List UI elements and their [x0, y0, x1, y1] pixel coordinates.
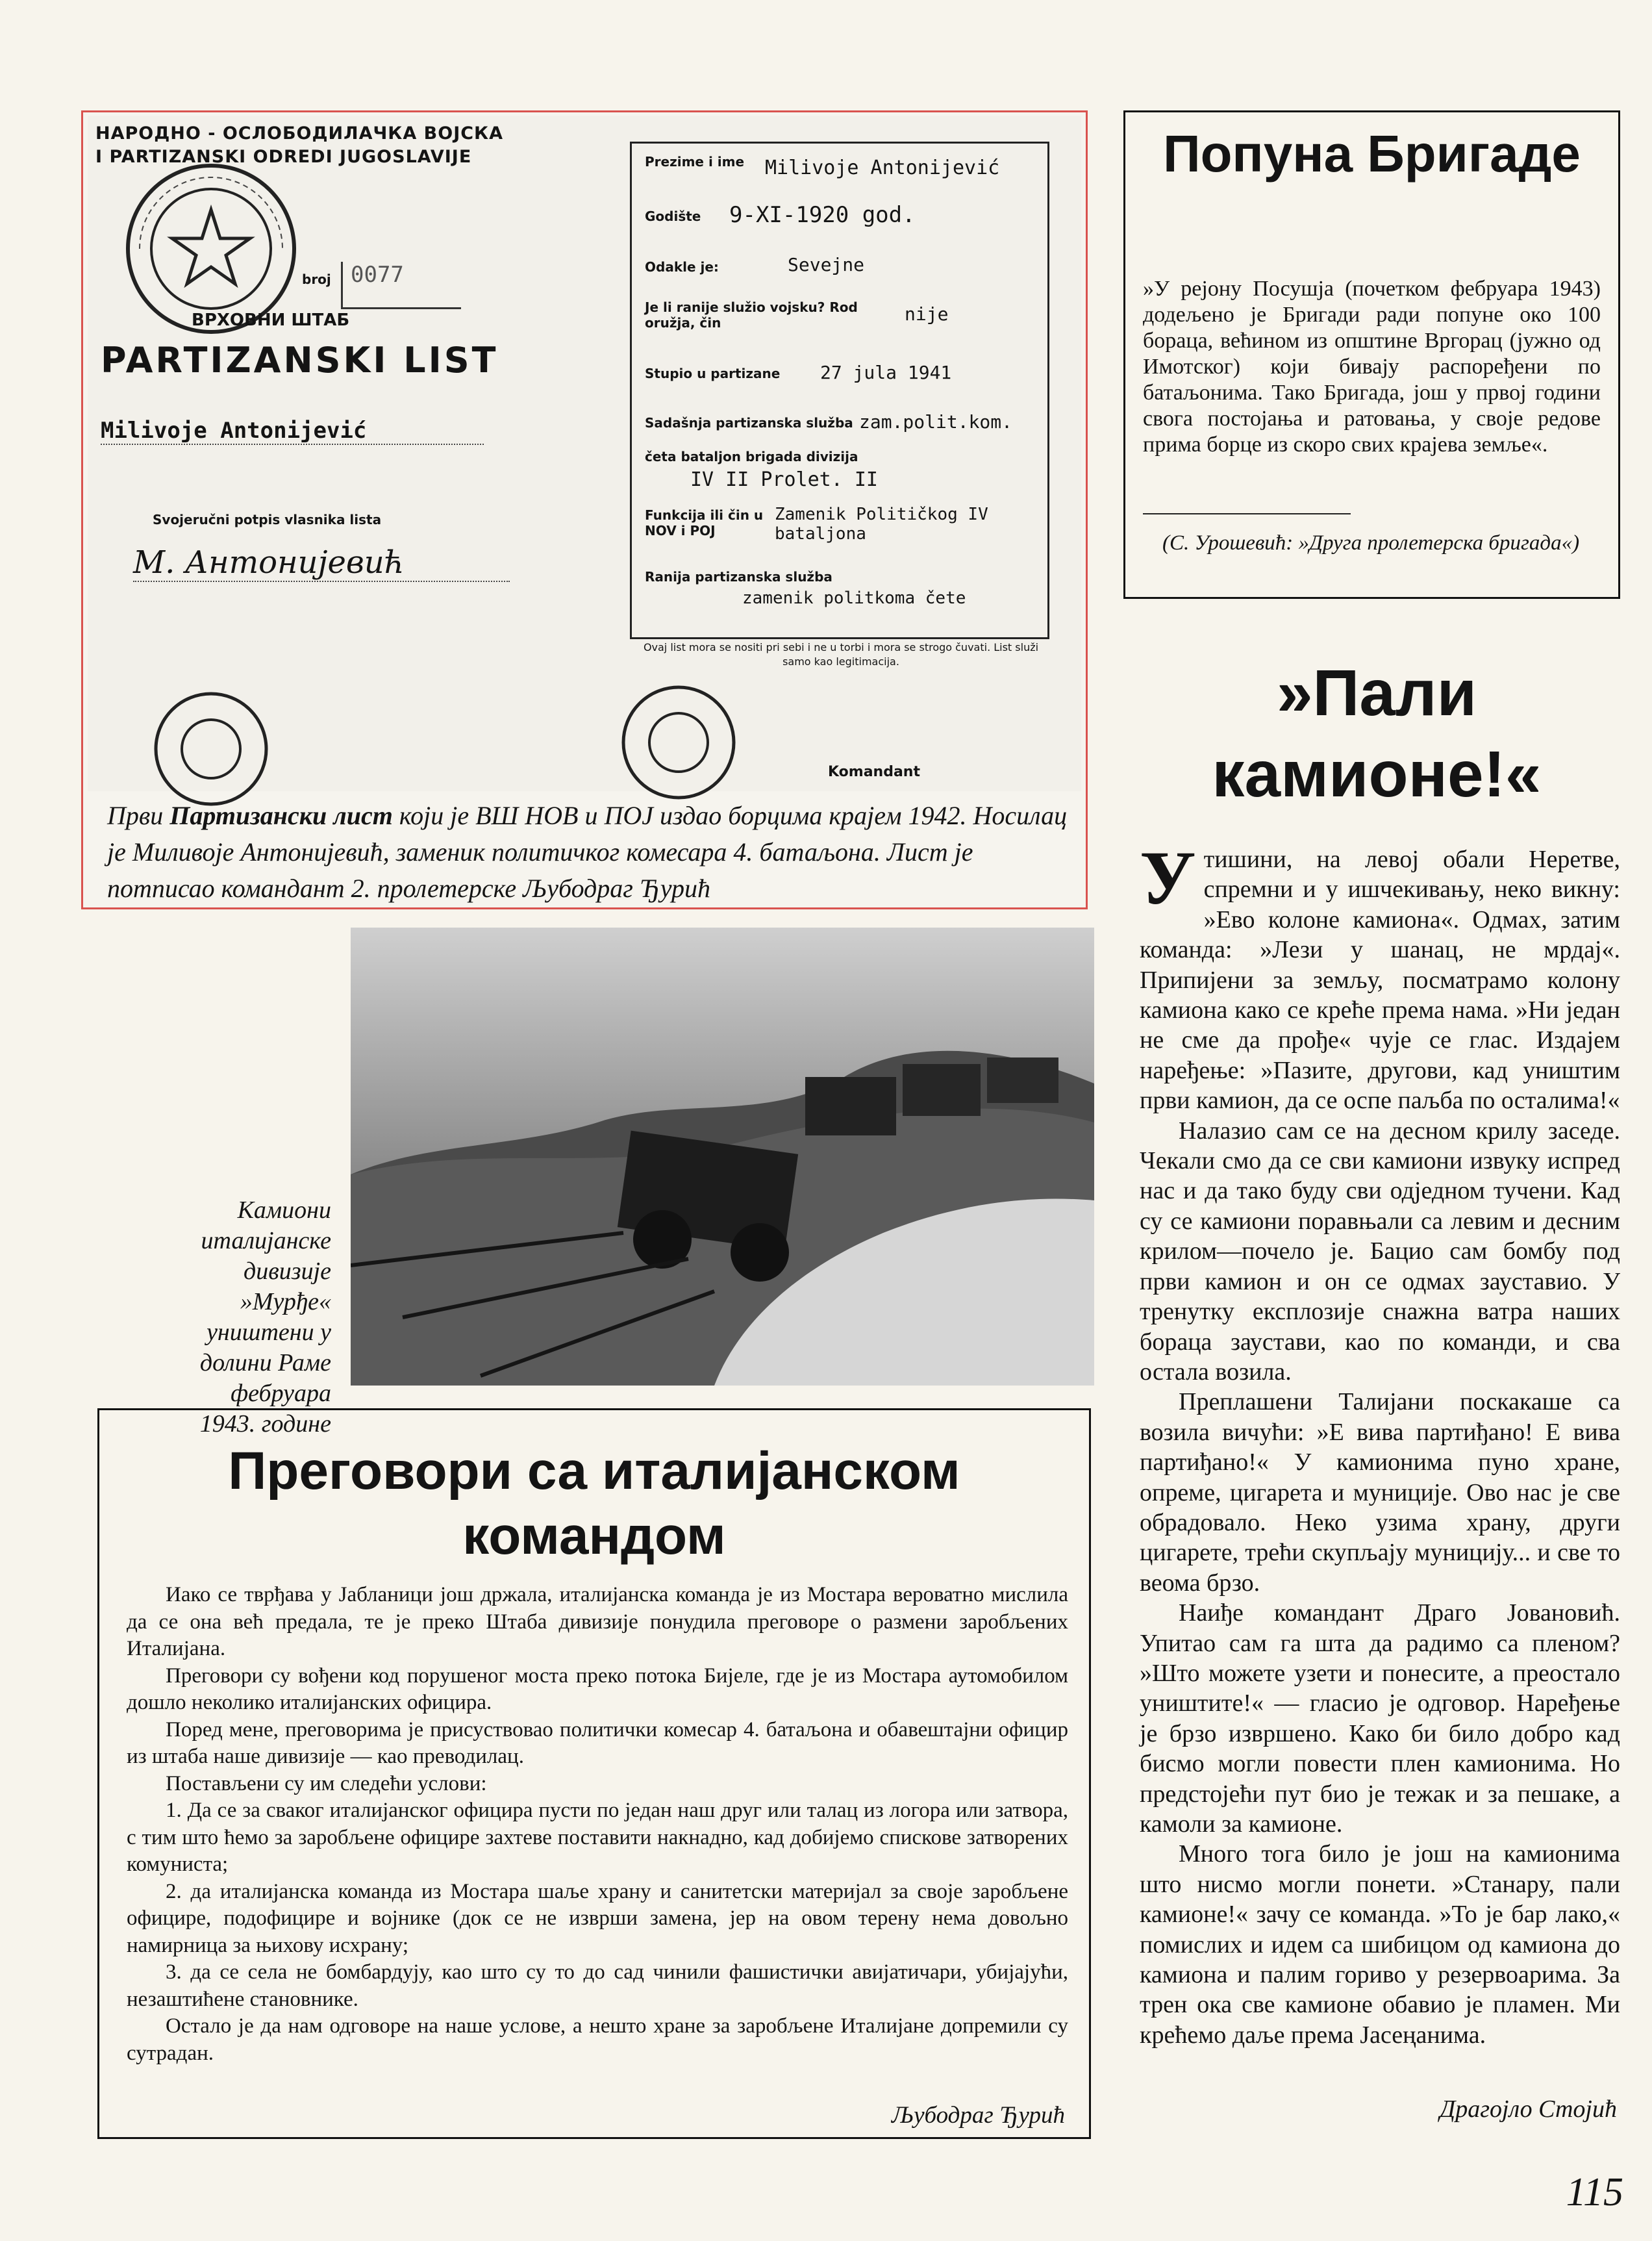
- popuna-source: (С. Урошевић: »Друга пролетерска бригада«): [1162, 531, 1580, 555]
- round-stamp-left: [149, 687, 273, 811]
- destroyed-trucks-photo: [351, 928, 1094, 1386]
- form-row: [645, 202, 1034, 228]
- popuna-divider: [1143, 513, 1351, 514]
- card-header-line1: НАРОДНО - ОСЛОБОДИЛАЧКА ВОЈСКА: [95, 123, 504, 144]
- photo-image: [351, 928, 1094, 1386]
- caption-bold: Партизански лист: [169, 801, 393, 830]
- caption-text: Први: [107, 801, 170, 830]
- id-card-caption: [107, 798, 1075, 907]
- holder-signature: М. Антонијевић: [133, 544, 510, 582]
- paragraph: Наиђе командант Драго Јовановић. Упитао сам га шта да радимо са пленом? »Што можете узети и понесите, а преостало уништите!« — гласио је одговор. Наређење је брзо извршено. Како би било добро кад бисмо могли повести плен камионима. Но предстојећи пут био је тежак и за пешаке, а камоли за камионе.: [1140, 1599, 1620, 1838]
- form-value: 9-XI-1920 god.: [729, 202, 916, 228]
- commander-label: Komandant: [828, 764, 920, 780]
- paragraph: Преговори су вођени код порушеног моста преко потока Бијеле, где је из Мостара аутомобилом дошло неколико италијанских официра.: [127, 1664, 1068, 1714]
- article-body: [1140, 835, 1620, 2050]
- stamp-label: ВРХОВНИ ШТАБ: [192, 310, 350, 330]
- form-label: Prezime i ime: [645, 154, 745, 170]
- form-value: zam.polit.kom.: [859, 411, 1013, 433]
- paragraph: 3. да се села не бомбардују, као што су то до сад чинили фашистички авијатичари, убијајући, незаштићене становнике.: [127, 1960, 1068, 2011]
- form-value: Zamenik Političkog IV bataljona: [775, 505, 988, 544]
- form-value: 27 jula 1941: [820, 362, 952, 383]
- form-label: Je li ranije služio vojsku? Rod oružja, čin: [645, 299, 858, 331]
- paragraph: Иако се тврђава у Јабланици још држала, италијанска команда је из Мостара вероватно мислила да се она већ предала, те је преко Штаба дивизије понудила преговоре о размени заробљених Италијана.: [127, 1583, 1068, 1660]
- signature-label: Svojeručni potpis vlasnika lista: [153, 512, 382, 527]
- form-value: Sevejne: [788, 254, 865, 275]
- article-author: Драгојло Стојић: [1440, 2095, 1617, 2123]
- card-title: PARTIZANSKI LIST: [101, 340, 499, 381]
- partisan-id-card: [88, 116, 1081, 791]
- form-row: [645, 411, 1034, 433]
- paragraph: Постављени су им следећи услови:: [166, 1771, 487, 1795]
- paragraph: Остало је да нам одговоре на наше услове, а нешто хране за заробљене Италијане допремили су сутрадан.: [127, 2014, 1068, 2065]
- negotiations-title: Преговори са италијанском командом: [228, 1441, 960, 1565]
- holder-name: Milivoje Antonijević: [101, 418, 484, 445]
- negotiations-author: Љубодраг Ђурић: [891, 2102, 1065, 2129]
- card-header-line2: I PARTIZANSKI ODREDI JUGOSLAVIJE: [95, 147, 472, 167]
- form-label: četa bataljon brigada divizija: [645, 449, 858, 464]
- form-label: Stupio u partizane: [645, 366, 781, 381]
- card-number: 0077: [341, 262, 461, 309]
- drop-cap: У: [1140, 835, 1196, 920]
- form-row: [645, 154, 1034, 179]
- popuna-body: »У рејону Посушја (почетком фебруара 1943) додељено је Бригади ради попуне око 100 бораца, већином из општине Вргорац (јужно од Имотског) који бивају распоређени по батаљонима. Тако Бригада, још у првој години свога постојања и ратовања, у своје редове прима борце из скоро свих крајева земље«.: [1143, 277, 1601, 457]
- form-value: zamenik politkoma čete: [742, 589, 966, 608]
- form-value: IV II Prolet. II: [690, 468, 878, 491]
- negotiations-body: [127, 1582, 1068, 2067]
- form-label: Odakle je:: [645, 259, 719, 275]
- round-stamp-right: [617, 681, 740, 804]
- popuna-title: Попуна Бригаде: [1163, 125, 1581, 183]
- paragraph: [1140, 835, 1620, 1116]
- paragraph: Преплашени Талијани поскакаше са возила вичући: »Е вива партиђано! Е вива партиђано!« У камионима пуно хране, опреме, цигарета и муниције. Ово нас је све обрадовало. Неко узима храну, други цигарете, трећи скупљају муницију... и све то веома брзо.: [1140, 1388, 1620, 1597]
- form-row: [645, 505, 1034, 544]
- number-label: broj: [302, 272, 331, 287]
- form-row: [645, 299, 1034, 331]
- form-value: nije: [905, 303, 949, 325]
- form-label: Funkcija ili čin u NOV i POJ: [645, 507, 764, 538]
- caption-text: који је ВШ НОВ и ПОЈ издао борцима крајем 1942. Носилац је Миливоје Антонијевић, заменик политичког комесара 4. батаљона. Лист је потписао командант 2. пролетерске Љубодраг Ђурић: [107, 801, 1068, 903]
- photo-caption: Камиони италијанске дивизије »Мурђе« уништени у долини Раме фебруара 1943. године: [199, 1196, 331, 1437]
- form-value: Milivoje Antonijević: [765, 157, 1000, 179]
- form-row: [645, 362, 1034, 383]
- card-note: Ovaj list mora se nositi pri sebi i ne u torbi i mora se strogo čuvati. List služi samo kao legitimacija.: [643, 641, 1039, 668]
- form-row: [645, 254, 1034, 275]
- form-label: Godište: [645, 209, 701, 224]
- paragraph-text: тишини, на левој обали Неретве, спремни и у ишчекивању, неко викну: »Ево колоне камиона«. Одмах, затим команда: »Лези у шанац, не мрдај«. Припијени за земљу, посматрамо колону камиона како се креће према нама. »Ни један не сме да прође« чује се глас. Издајем наређење: »Пазите, другови, кад уништим први камион, да се оспе паљба по осталима!«: [1140, 846, 1620, 1115]
- form-row: [645, 449, 1034, 491]
- form-label: Sadašnja partizanska služba: [645, 415, 853, 431]
- paragraph: 2. да италијанска команда из Мостара шаље храну и санитетски материјал за своје заробљене официре, подофицире и војнике (док се не изврши замена, јер на овом терену нема довољно намирница за њихову исхрану;: [127, 1879, 1068, 1957]
- paragraph: 1. Да се за сваког италијанског официра пусти по један наш друг или талац из логора или затвора, с тим што ћемо за заробљене официре захтеве поставити накнадно, кад добијемо спискове затворених комуниста;: [127, 1799, 1068, 1876]
- card-form: [630, 142, 1049, 639]
- form-label: Ranija partizanska služba: [645, 569, 832, 585]
- article-title: »Пали камионе!«: [1212, 657, 1542, 811]
- paragraph: Налазио сам се на десном крилу заседе. Чекали смо да се сви камиони извуку испред нас и да тако буду сви одједном тучени. Кад су се камиони поравњали са левим и десним крилом—почело је. Бацио сам бомбу под први камион и он се одмах зауставио. У тренутку експлозије снажна ватра наших бораца заустави, као по команди, и сва остала возила.: [1140, 1117, 1620, 1386]
- form-row: [645, 569, 1034, 608]
- paragraph: Поред мене, преговорима је присуствовао политички комесар 4. батаљона и обавештајни официр из штаба наше дивизије — као преводилац.: [127, 1717, 1068, 1768]
- paragraph: Много тога било је још на камионима што нисмо могли понети. »Станару, пали камионе!« зачу се команда. »То је бар лако,« помислих и идем са шибицом од камиона до камиона и палим гориво у резервоарима. За трен ока све камионе обавио је пламен. Ми крећемо даље према Јасеңанима.: [1140, 1840, 1620, 2049]
- page-number: 115: [1566, 2170, 1623, 2214]
